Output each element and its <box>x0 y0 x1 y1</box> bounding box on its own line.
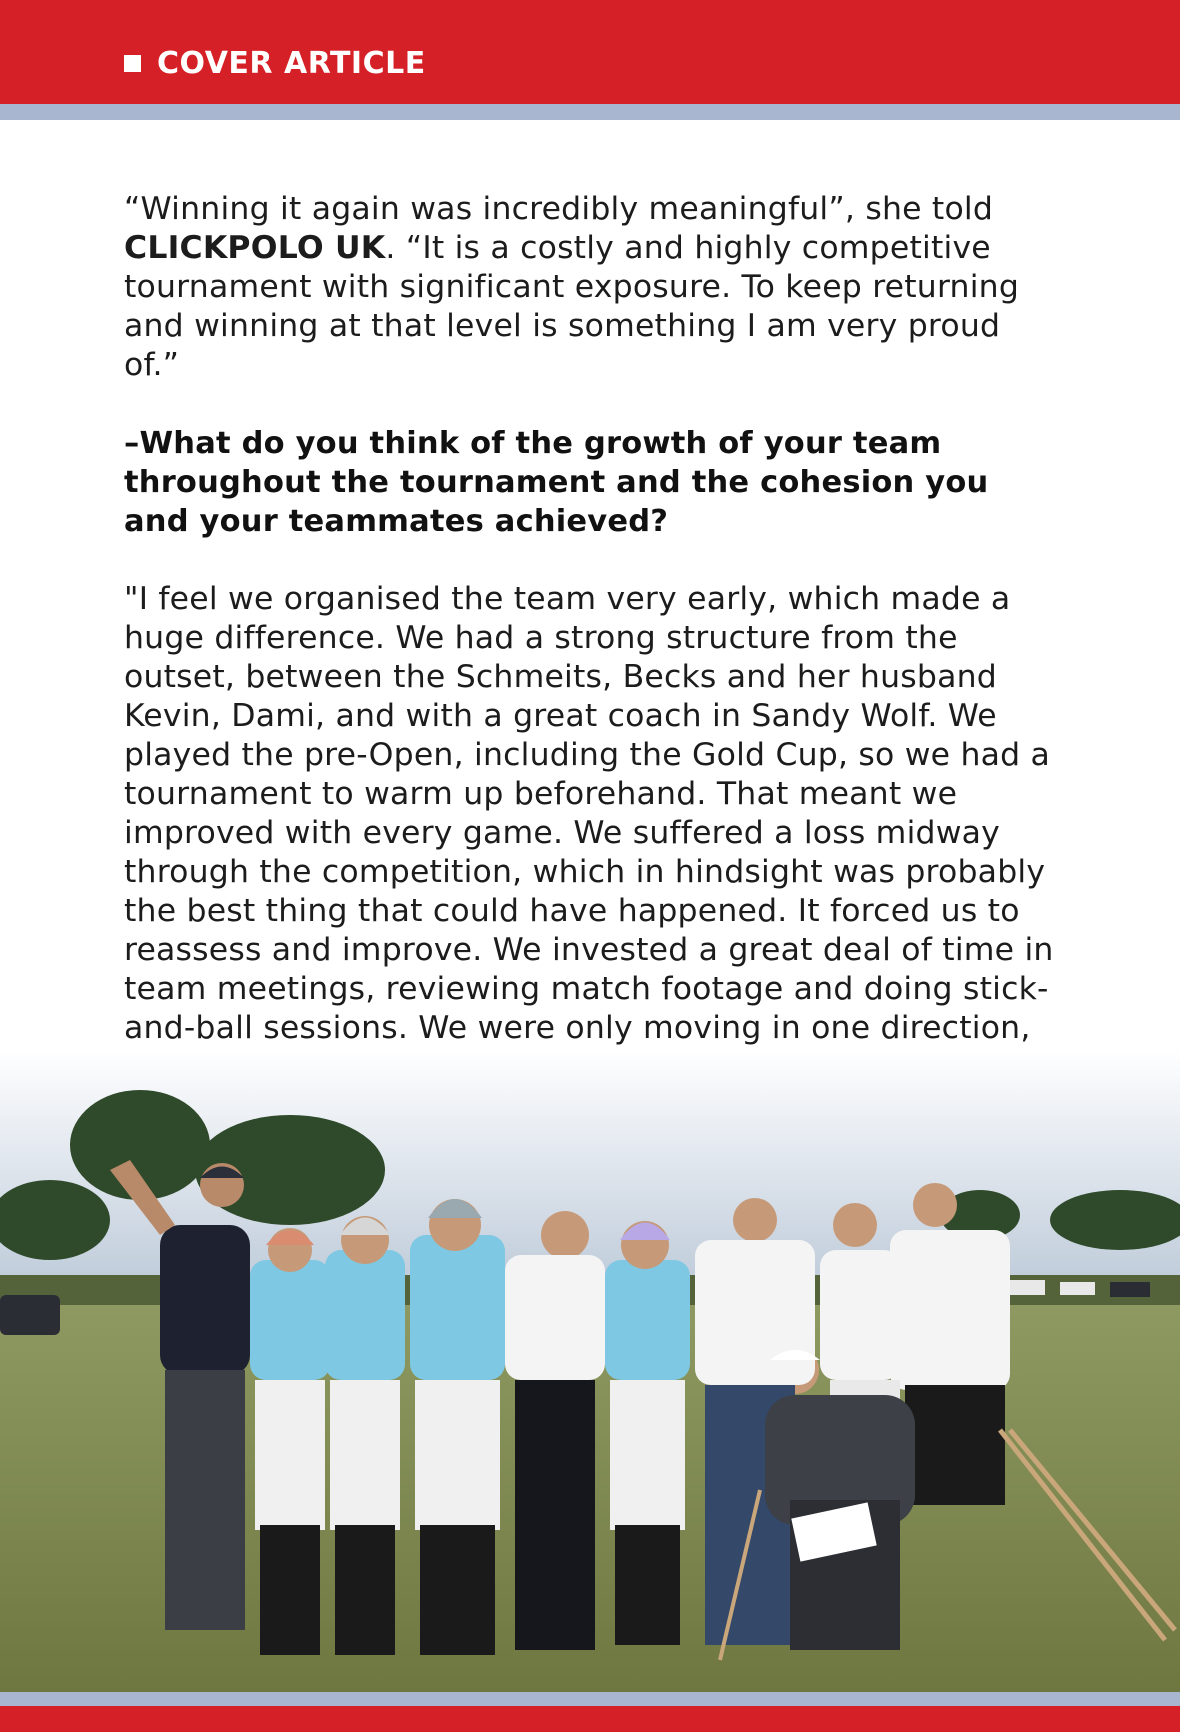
intro-paragraph <box>124 190 1059 385</box>
brand-name: CLICKPOLO UK <box>124 230 386 266</box>
answer-text: "I feel we organised the team very early, which made a huge difference. We had a strong structure from the outset, between the Schmeits, Becks and her husband Kevin, Dami, and with a great coach in Sandy Wolf. We played the pre-Open, including the Gold Cup, so we had a tournament to warm up beforehand. That meant we improved with every game. We suffered a loss midway through the competition, which in hindsight was probably the best thing that could have happened. It forced us to reassess and improve. We invested a great deal of time in team meetings, reviewing match footage and doing stick-and-ball sessions. We were only moving in one direction, <box>124 581 1054 1046</box>
team-photo <box>0 1050 1180 1692</box>
section-title: COVER ARTICLE <box>157 46 426 81</box>
footer-bar <box>0 1706 1180 1732</box>
team-photo-illustration <box>0 1050 1180 1692</box>
interview-question: –What do you think of the growth of your team throughout the tournament and the cohesion you and your teammates achieved? <box>124 426 989 539</box>
section-label <box>124 46 426 81</box>
header-bar <box>0 0 1180 104</box>
intro-quote-start: “Winning it again was incredibly meaningful”, she told <box>124 191 994 227</box>
footer-stripe <box>0 1692 1180 1706</box>
square-bullet-icon <box>124 55 141 72</box>
header-stripe <box>0 104 1180 120</box>
intro-quote-end: . “It is a costly and highly competitive tournament with significant exposure. To keep returning and winning at that level is something I am very proud of.” <box>124 230 1020 383</box>
article-body <box>124 190 1059 1165</box>
